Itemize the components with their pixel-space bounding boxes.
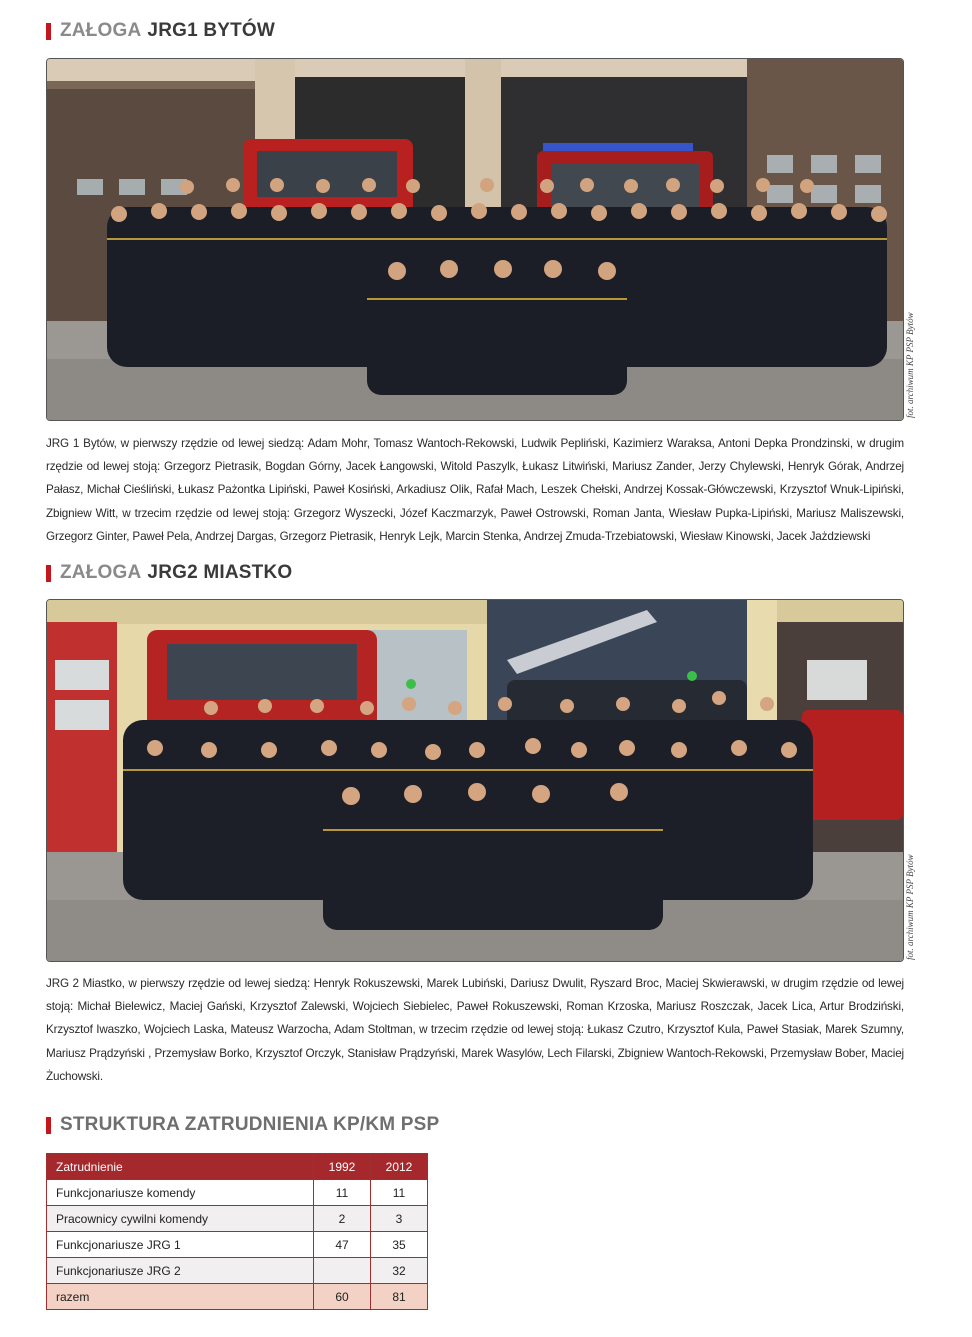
section-title-structure (46, 1114, 439, 1136)
table-row (47, 1180, 428, 1206)
row-label: Pracownicy cywilni komendy (47, 1206, 314, 1232)
photo-credit-jrg2: fot. archiwum KP PSP Bytów (905, 854, 915, 960)
row-label: Funkcjonariusze komendy (47, 1180, 314, 1206)
row-value-2012: 3 (371, 1206, 428, 1232)
row-value-2012: 11 (371, 1180, 428, 1206)
row-value-1992 (314, 1258, 371, 1284)
caption-jrg2: JRG 2 Miastko, w pierwszy rzędzie od lewej siedzą: Henryk Rokuszewski, Marek Lubiński, Dariusz Dwulit, Ryszard Broc, Maciej Skwierawski, w drugim rzędzie od lewej stoją: Michał Bielewicz, Maciej Gański, Krzysztof Zalewski, Wojciech Siebielec, Paweł Rokuszewski, Roman Krzoska, Mariusz Roszczak, Jacek Lica, Artur Brodziński, Krzysztof Iwaszko, Wojciech Laska, Mateusz Warzocha, Adam Stoltman, w trzecim rzędzie od lewej stoją: Łukasz Czutro, Krzysztof Kula, Paweł Stasiak, Marek Szumny, Mariusz Prądzyński , Przemysław Borko, Krzysztof Orczyk, Stanisław Prądzyński, Marek Wasylów, Lech Filarski, Zbigniew Wantoch-Rekowski, Przemysław Bober, Maciej Żuchowski. (46, 977, 904, 1083)
table-header-row (47, 1154, 428, 1180)
header-cell-label: Zatrudnienie (47, 1154, 314, 1180)
red-bar-icon (46, 1117, 51, 1134)
row-label: Funkcjonariusze JRG 2 (47, 1258, 314, 1284)
caption-jrg1: JRG 1 Bytów, w pierwszy rzędzie od lewej siedzą: Adam Mohr, Tomasz Wantoch-Rekowski, Ludwik Pepliński, Kazimierz Waraksa, Antoni Depka Prondzinski, w drugim rzędzie od lewej stoją: Grzegorz Pietrasik, Bogdan Górny, Jacek Łangowski, Witold Paszylk, Łukasz Litwiński, Mariusz Zander, Jerzy Chylewski, Henryk Górak, Andrzej Pałasz, Michał Cieśliński, Łukasz Pażontka Lipiński, Paweł Kosiński, Arkadiusz Olik, Rafał Mach, Leszek Chełski, Andrzej Kossak-Główczewski, Krzysztof Wnuk-Lipiński, Zbigniew Witt, w trzecim rzędzie od lewej stoją: Grzegorz Wyszecki, Józef Kaczmarzyk, Paweł Ostrowski, Roman Janta, Wiesław Pupka-Lipiński, Mariusz Maliszewski, Grzegorz Ginter, Paweł Pela, Andrzej Dargas, Grzegorz Pietrasik, Henryk Lejk, Marcin Stenka, Andrzej Zmuda-Trzebiatowski, Wiesław Kinowski, Jacek Jażdziewski (46, 437, 904, 543)
row-label: Funkcjonariusze JRG 1 (47, 1232, 314, 1258)
row-value-1992: 11 (314, 1180, 371, 1206)
table-row (47, 1232, 428, 1258)
total-label: razem (47, 1284, 314, 1310)
header-cell-1992: 1992 (314, 1154, 371, 1180)
section-title-name: JRG1 BYTÓW (147, 20, 276, 41)
red-bar-icon (46, 565, 51, 582)
employment-table (46, 1153, 428, 1310)
row-value-2012: 35 (371, 1232, 428, 1258)
red-bar-icon (46, 23, 51, 40)
table-row (47, 1258, 428, 1284)
row-value-1992: 2 (314, 1206, 371, 1232)
section-title-prefix: ZAŁOGA (60, 562, 142, 583)
section-title-prefix: ZAŁOGA (60, 20, 142, 41)
section-title-jrg1 (46, 20, 275, 42)
section-title-jrg2 (46, 562, 292, 584)
section-title-name: JRG2 MIASTKO (147, 562, 293, 583)
table-total-row (47, 1284, 428, 1310)
photo-jrg2 (46, 599, 904, 962)
row-value-1992: 47 (314, 1232, 371, 1258)
photo-jrg1 (46, 58, 904, 421)
header-cell-2012: 2012 (371, 1154, 428, 1180)
section-title-text: STRUKTURA ZATRUDNIENIA KP/KM PSP (60, 1114, 440, 1135)
total-value-2012: 81 (371, 1284, 428, 1310)
table-row (47, 1206, 428, 1232)
photo-credit-jrg1: fot. archiwum KP PSP Bytów (905, 312, 915, 418)
total-value-1992: 60 (314, 1284, 371, 1310)
row-value-2012: 32 (371, 1258, 428, 1284)
